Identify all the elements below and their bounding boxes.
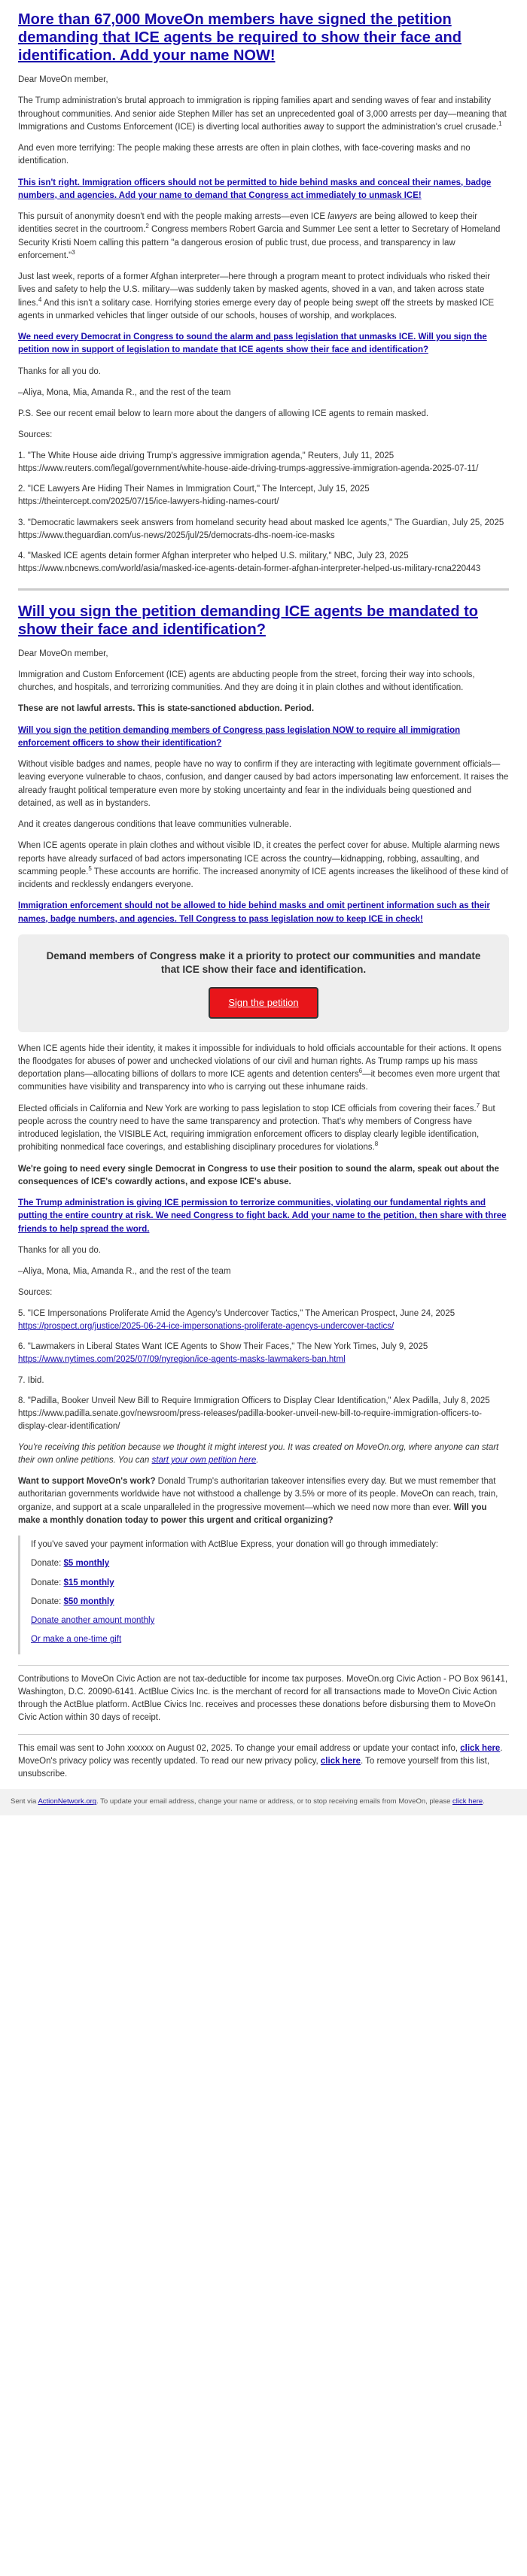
paragraph-bold: We're going to need every single Democrat in Congress to use their position to sound the alarm, speak out about the consequences of ICE's cowardly actions, and expose ICE's abuse.: [18, 1164, 499, 1186]
sent-notice: This email was sent to John xxxxxx on August 02, 2025. To change your email address or update your contact info, click here. MoveOn's privacy policy was recently updated. To read our new privacy policy, click here. To remove yourself from this list, unsubscribe.: [18, 1743, 503, 1779]
source-item: 7. Ibid.: [18, 1375, 44, 1385]
source-link[interactable]: https://www.nytimes.com/2025/07/09/nyregion/ice-agents-masks-lawmakers-ban.html: [18, 1355, 346, 1365]
paragraph: Immigration and Custom Enforcement (ICE) agents are abducting people from the street, forcing their way into schools, churches, and hospitals, and terrorizing communities. And they are doing it in plain clothes and without identification.: [18, 670, 475, 692]
paragraph: When ICE agents operate in plain clothes and without visible ID, it creates the perfect cover for abuse. Multiple alarming news reports have already surfaced of bad actors impersonating ICE across the country—kidnapping, robbing, assaulting, and scamming people.$^5$ These accounts are horrific. The increased anonymity of ICE agents increases the likelihood of these kind of incidents and recklessly endangers everyone.: [18, 841, 508, 889]
petition-notice: You're receiving this petition because we thought it might interest you. It was created on MoveOn.org, where anyone can start their own online petitions. You can start your own petition here.: [18, 1442, 499, 1465]
donate-box: [18, 1536, 509, 1654]
donate-option: Donate: $15 monthly: [31, 1578, 114, 1587]
paragraph: When ICE agents hide their identity, it makes it impossible for individuals to hold officials accountable for their actions. It opens the floodgates for abuses of power and unchecked violations of our civil and human rights. As Trump ramps up his mass deportation plans—allocating billions of dollars to more ICE agents and detention centers$^6$—it becomes even more urgent that communities have visibility and transparency into who is carrying out these inhumane raids.: [18, 1043, 501, 1092]
paragraph: And it creates dangerous conditions that leave communities vulnerable.: [18, 820, 292, 829]
one-time-gift-link[interactable]: Or make a one-time gift: [31, 1635, 122, 1645]
signoff: –Aliya, Mona, Mia, Amanda R., and the rest of the team: [18, 387, 231, 397]
support-paragraph: Want to support MoveOn's work? Donald Trump's authoritarian takeover intensifies every day. But we must remember that authoritarian governments worldwide have not withstood a challenge by 3.5% or more of its people. MoveOn can reach, train, organize, and support at a scale unparalleled in the progressive movement—which we need now more than ever. Will you make a monthly donation today to power this urgent and critical organizing?: [18, 1477, 498, 1525]
sources-label: Sources:: [18, 1288, 53, 1298]
signoff: –Aliya, Mona, Mia, Amanda R., and the rest of the team: [18, 1267, 231, 1277]
legal-text: Contributions to MoveOn Civic Action are not tax-deductible for income tax purposes. MoveOn.org Civic Action - PO Box 96141, Washington, D.C. 20090-6141. ActBlue Civics Inc. is the merchant of record for all transactions made to MoveOn Civic Action through the ActBlue platform. ActBlue Civics Inc. receives and processes these donations before disbursing them to MoveOn Civic Action within 30 days of receipt.: [18, 1674, 508, 1723]
section-divider: [18, 588, 509, 591]
footer-divider: [18, 1734, 509, 1735]
cta-box: [18, 934, 509, 1032]
sources-label: Sources:: [18, 430, 53, 440]
donate-option: Donate: $50 monthly: [31, 1596, 114, 1606]
actionnetwork-link[interactable]: ActionNetwork.org: [38, 1797, 97, 1806]
update-contact-link[interactable]: click here: [460, 1743, 501, 1753]
paragraph: Just last week, reports of a former Afghan interpreter—here through a program meant to protect individuals who risked their lives and safety to help the U.S. military—was suddenly taken by masked agents, shoved in a van, and taken across state lines.$^4$ And this isn't a solitary case. Horrifying stories emerge every day of people being swept off the streets by masked ICE agents in unmarked vehicles that linger outside of our schools, houses of worship, and workplaces.: [18, 272, 495, 320]
petition-link[interactable]: We need every Democrat in Congress to sound the alarm and pass legislation that unmasks ICE. Will you sign the petition now in support of legislation to mandate that ICE agents show their face and identification?: [18, 333, 487, 355]
sign-petition-button[interactable]: Sign the petition: [209, 987, 318, 1019]
paragraph: This pursuit of anonymity doesn't end with the people making arrests—even ICE lawyers are being allowed to keep their identities secret in the courtroom.$^2$ Congress members Robert Garcia and Summer Lee sent a letter to Secretary of Homeland Security Kristi Noem calling this pattern "a dangerous erosion of public trust, due process, and transparency in law enforcement."$^3$: [18, 212, 501, 260]
source-item: 5. "ICE Impersonations Proliferate Amid the Agency's Undercover Tactics," The American Prospect, June 24, 2025 https://prospect.org/justice/2025-06-24-ice-impersonations-proliferate-agencys-undercover-tactics/: [18, 1308, 455, 1331]
source-item: 6. "Lawmakers in Liberal States Want ICE Agents to Show Their Faces," The New York Times, July 9, 2025 https://www.nytimes.com/2025/07/09/nyregion/ice-agents-masks-lawmakers-ban.html: [18, 1342, 428, 1365]
petition-link[interactable]: Immigration enforcement should not be allowed to hide behind masks and omit pertinent information such as their names, badge numbers, and agencies. Tell Congress to pass legislation now to keep ICE in check!: [18, 901, 490, 924]
thanks: Thanks for all you do.: [18, 1245, 101, 1255]
donate-other-link[interactable]: Donate another amount monthly: [31, 1616, 155, 1626]
headline-2-link[interactable]: Will you sign the petition demanding ICE agents be mandated to show their face and identification?: [18, 603, 478, 638]
footer-divider: [18, 1665, 509, 1666]
donate-option: Donate: $5 monthly: [31, 1559, 110, 1569]
donate-intro: If you've saved your payment information with ActBlue Express, your donation will go through immediately:: [31, 1540, 439, 1550]
headline-1-link[interactable]: More than 67,000 MoveOn members have signed the petition demanding that ICE agents be required to show their face and identification. Add your name NOW!: [18, 11, 462, 64]
petition-link[interactable]: This isn't right. Immigration officers should not be permitted to hide behind masks and conceal their names, badge numbers, and agencies. Add your name to demand that Congress act immediately to unmask ICE!: [18, 178, 492, 200]
source-item: 3. "Democratic lawmakers seek answers from homeland security head about masked Ice agents," The Guardian, July 25, 2025 https://www.theguardian.com/us-news/2025/jul/25/democrats-dhs-noem-ice-masks: [18, 518, 504, 540]
paragraph: The Trump administration's brutal approach to immigration is ripping families apart and sending waves of fear and instability throughout communities. And senior aide Stephen Miller has set an unprecedented goal of 3,000 arrests per day—meaning that Immigrations and Customs Enforcement (ICE) is diverting local authorities away to support the administration's cruel crusade.$^1$: [18, 96, 507, 132]
source-link[interactable]: https://prospect.org/justice/2025-06-24-ice-impersonations-proliferate-agencys-undercover-tactics/: [18, 1321, 394, 1331]
greeting-2: Dear MoveOn member,: [18, 649, 108, 658]
donate-15-link[interactable]: $15 monthly: [63, 1578, 114, 1587]
sources-1: [18, 429, 509, 576]
headline-1[interactable]: [18, 11, 509, 65]
headline-2[interactable]: [18, 603, 509, 639]
start-petition-link[interactable]: start your own petition here: [151, 1455, 257, 1465]
paragraph: Elected officials in California and New York are working to pass legislation to stop ICE officials from covering their faces.$^7$ But people across the country need to have the same transparency and protection. That's why members of Congress have introduced legislation, the VISIBLE Act, requiring immigration enforcement officers to display clearly legible identification, prohibiting nonmedical face coverings, and establishing disciplinary procedures for violations.$^8$: [18, 1101, 495, 1153]
paragraph: And even more terrifying: The people making these arrests are often in plain clothes, with face-covering masks and no identification.: [18, 144, 471, 166]
paragraph: Without visible badges and names, people have no way to confirm if they are interacting with legitimate government officials—leaving everyone vulnerable to chaos, confusion, and danger caused by bad actors impersonating law enforcement. It raises the already fraught political temperature even more by stoking uncertainty and fear in the individuals being questioned and detained, as well as in bystanders.: [18, 760, 509, 808]
donate-5-link[interactable]: $5 monthly: [63, 1559, 110, 1569]
donate-50-link[interactable]: $50 monthly: [63, 1596, 114, 1606]
paragraph-bold: These are not lawful arrests. This is state-sanctioned abduction. Period.: [18, 704, 315, 714]
thanks: Thanks for all you do.: [18, 366, 101, 376]
cta-text: Demand members of Congress make it a priority to protect our communities and mandate that ICE show their face and identification.: [46, 949, 481, 975]
petition-link[interactable]: The Trump administration is giving ICE permission to terrorize communities, violating our fundamental rights and putting the entire country at risk. We need Congress to fight back. Add your name to the petition, then share with three friends to help spread the word.: [18, 1198, 507, 1234]
postscript: P.S. See our recent email below to learn more about the dangers of allowing ICE agents to remain masked.: [18, 409, 429, 418]
unsubscribe-click-here-link[interactable]: click here: [452, 1797, 483, 1806]
petition-link[interactable]: Will you sign the petition demanding members of Congress pass legislation NOW to require all immigration enforcement officers to show their identification?: [18, 725, 461, 748]
source-item: 2. "ICE Lawyers Are Hiding Their Names in Immigration Court," The Intercept, July 15, 2025 https://theintercept.com/2025/07/15/ice-lawyers-hiding-names-court/: [18, 485, 370, 507]
bottom-bar: Sent via ActionNetwork.org. To update your email address, change your name or address, or to stop receiving emails from MoveOn, please click here.: [0, 1789, 527, 1815]
source-item: 4. "Masked ICE agents detain former Afghan interpreter who helped U.S. military," NBC, July 23, 2025 https://www.nbcnews.com/world/asia/masked-ice-agents-detain-former-afghan-interpreter-helped-us-military-rcna220443: [18, 551, 481, 574]
privacy-policy-link[interactable]: click here: [320, 1756, 361, 1766]
sources-2: [18, 1286, 509, 1433]
source-item: 8. "Padilla, Booker Unveil New Bill to Require Immigration Officers to Display Clear Identification," Alex Padilla, July 8, 2025 https://www.padilla.senate.gov/newsroom/press-releases/padilla-booker-unveil-new-bill-to-require-immigration-officers-to-display-clear-identification/: [18, 1396, 490, 1432]
greeting-1: Dear MoveOn member,: [18, 75, 108, 84]
source-item: 1. "The White House aide driving Trump's aggressive immigration agenda," Reuters, July 11, 2025 https://www.reuters.com/legal/government/white-house-aide-driving-trumps-aggressive-immigration-agenda-2025-07-11/: [18, 451, 479, 473]
